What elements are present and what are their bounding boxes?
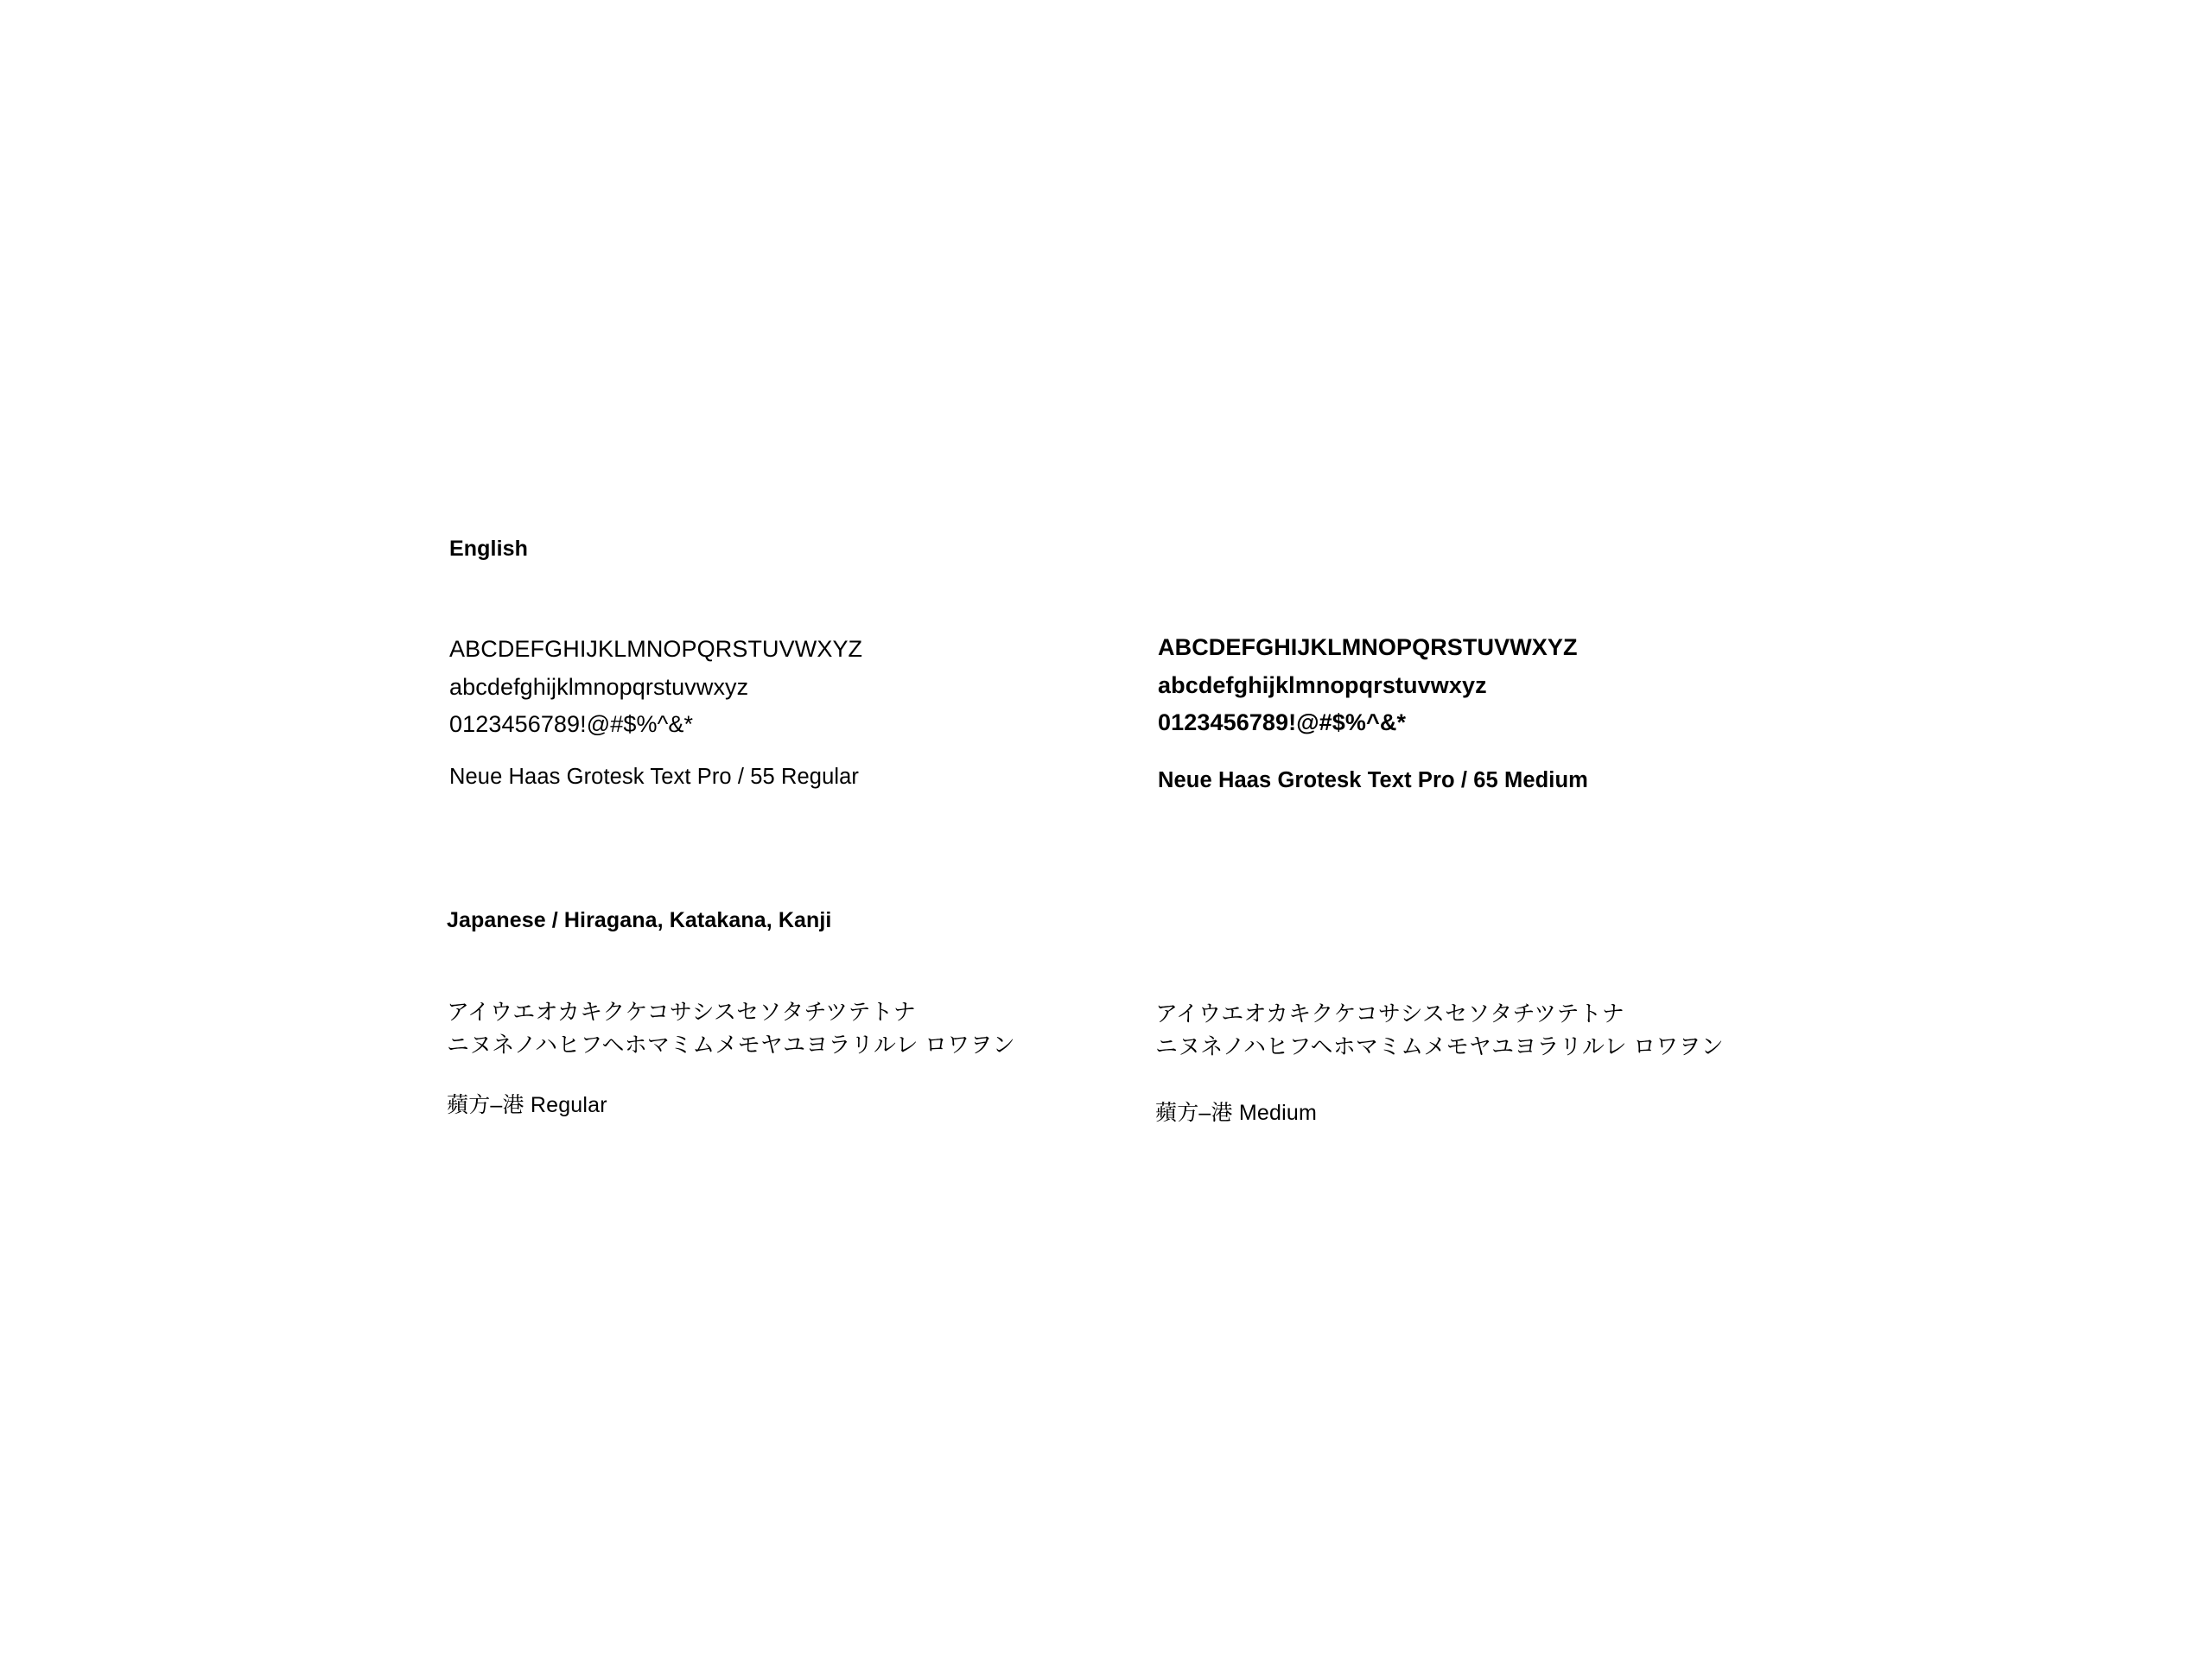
- japanese-section-heading: Japanese / Hiragana, Katakana, Kanji: [447, 908, 832, 932]
- glyph-line-numerals: 0123456789!@#$%^&*: [1158, 709, 1407, 736]
- glyph-line-uppercase: ABCDEFGHIJKLMNOPQRSTUVWXYZ: [1158, 634, 1578, 660]
- japanese-medium-column: [1155, 995, 1724, 1125]
- japanese-regular-caption: 蘋方–港 Regular: [447, 1092, 607, 1117]
- japanese-regular-glyph-lines: [447, 995, 1015, 1062]
- japanese-medium-caption: 蘋方–港 Medium: [1155, 1100, 1317, 1125]
- glyph-line-numerals: 0123456789!@#$%^&*: [449, 711, 694, 738]
- glyph-line-katakana-2: ニヌネノハヒフヘホマミムメモヤユヨラリルレ ロワヲン: [1155, 1033, 1724, 1060]
- english-medium-column: [1158, 631, 1588, 791]
- glyph-line-katakana-1: アイウエオカキクケコサシスセソタチツテトナ: [447, 999, 916, 1025]
- glyph-line-lowercase: abcdefghijklmnopqrstuvwxyz: [449, 673, 749, 700]
- japanese-specimen-section: [447, 907, 1829, 1168]
- english-medium-glyph-lines: [1158, 629, 1588, 742]
- glyph-line-katakana-1: アイウエオカキクケコサシスセソタチツテトナ: [1155, 1001, 1624, 1027]
- glyph-line-uppercase: ABCDEFGHIJKLMNOPQRSTUVWXYZ: [449, 636, 863, 662]
- english-columns: [449, 631, 1832, 812]
- english-regular-caption: Neue Haas Grotesk Text Pro / 55 Regular: [449, 765, 859, 790]
- english-regular-glyph-lines: [449, 631, 862, 744]
- glyph-line-katakana-2: ニヌネノハヒフヘホマミムメモヤユヨラリルレ ロワヲン: [447, 1032, 1015, 1058]
- english-medium-caption: Neue Haas Grotesk Text Pro / 65 Medium: [1158, 768, 1588, 793]
- english-specimen-section: [449, 536, 1832, 812]
- english-regular-column: [449, 631, 862, 791]
- english-section-heading: English: [449, 537, 528, 561]
- japanese-medium-glyph-lines: [1155, 997, 1724, 1064]
- glyph-line-lowercase: abcdefghijklmnopqrstuvwxyz: [1158, 671, 1487, 698]
- japanese-regular-column: [447, 995, 1015, 1119]
- japanese-columns: [447, 995, 1829, 1168]
